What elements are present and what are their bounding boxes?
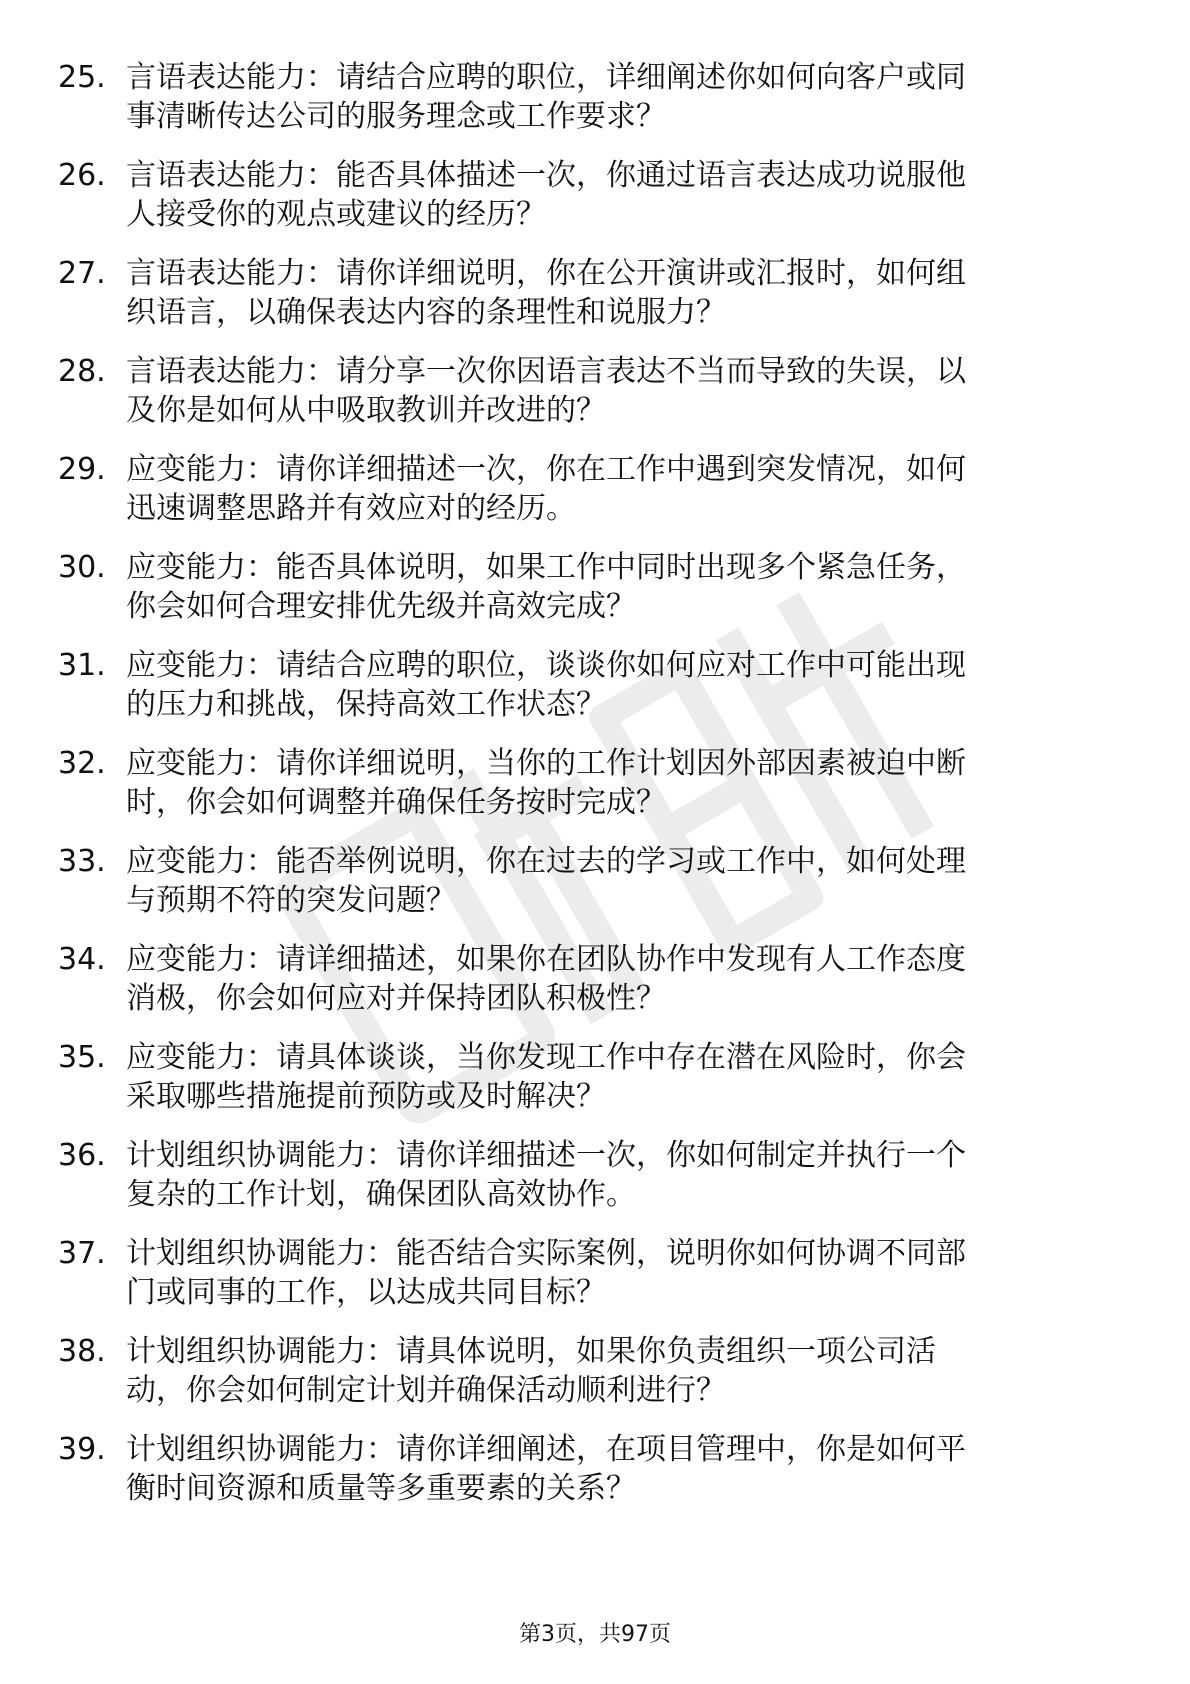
question-number: 36. [58, 1138, 106, 1173]
question-text: 计划组织协调能力：请你详细阐述，在项目管理中，你是如何平 衡时间资源和质量等多重要素的关系？ [126, 1432, 966, 1506]
question-item [58, 646, 1118, 725]
question-item [58, 156, 1118, 235]
question-number: 27. [58, 256, 106, 291]
question-text: 应变能力：能否具体说明，如果工作中同时出现多个紧急任务， 你会如何合理安排优先级并高效完成？ [126, 550, 966, 624]
question-item [58, 1038, 1118, 1117]
question-item [58, 548, 1118, 627]
question-text: 言语表达能力：能否具体描述一次，你通过语言表达成功说服他 人接受你的观点或建议的经历？ [126, 158, 966, 232]
question-text: 言语表达能力：请结合应聘的职位，详细阐述你如何向客户或同 事清晰传达公司的服务理念或工作要求？ [126, 60, 966, 134]
question-number: 35. [58, 1040, 106, 1075]
question-text: 应变能力：请你详细说明，当你的工作计划因外部因素被迫中断 时，你会如何调整并确保任务按时完成？ [126, 746, 966, 820]
question-item [58, 352, 1118, 431]
question-number: 32. [58, 746, 106, 781]
question-number: 30. [58, 550, 106, 585]
question-number: 33. [58, 844, 106, 879]
question-number: 31. [58, 648, 106, 683]
question-number: 28. [58, 354, 106, 389]
question-number: 29. [58, 452, 106, 487]
question-list [58, 58, 1118, 1528]
page-number-label: 第3页，共97页 [519, 1622, 671, 1647]
question-item [58, 58, 1118, 137]
question-number: 38. [58, 1334, 106, 1369]
question-text: 计划组织协调能力：请具体说明，如果你负责组织一项公司活 动，你会如何制定计划并确保活动顺利进行？ [126, 1334, 936, 1408]
question-text: 言语表达能力：请你详细说明，你在公开演讲或汇报时，如何组 织语言，以确保表达内容的条理性和说服力？ [126, 256, 966, 330]
question-text: 应变能力：能否举例说明，你在过去的学习或工作中，如何处理 与预期不符的突发问题？ [126, 844, 966, 918]
question-item [58, 744, 1118, 823]
question-number: 25. [58, 60, 106, 95]
question-item [58, 1332, 1118, 1411]
question-number: 37. [58, 1236, 106, 1271]
question-item [58, 1430, 1118, 1509]
question-text: 言语表达能力：请分享一次你因语言表达不当而导致的失误，以 及你是如何从中吸取教训并改进的？ [126, 354, 966, 428]
question-item [58, 254, 1118, 333]
question-text: 计划组织协调能力：请你详细描述一次，你如何制定并执行一个 复杂的工作计划，确保团队高效协作。 [126, 1138, 966, 1212]
question-number: 26. [58, 158, 106, 193]
question-item [58, 1234, 1118, 1313]
question-text: 计划组织协调能力：能否结合实际案例，说明你如何协调不同部 门或同事的工作，以达成共同目标？ [126, 1236, 966, 1310]
question-item [58, 1136, 1118, 1215]
question-number: 34. [58, 942, 106, 977]
question-text: 应变能力：请结合应聘的职位，谈谈你如何应对工作中可能出现 的压力和挑战，保持高效工作状态？ [126, 648, 966, 722]
question-item [58, 450, 1118, 529]
question-text: 应变能力：请详细描述，如果你在团队协作中发现有人工作态度 消极，你会如何应对并保持团队积极性？ [126, 942, 966, 1016]
question-item [58, 842, 1118, 921]
question-item [58, 940, 1118, 1019]
question-number: 39. [58, 1432, 106, 1467]
page-footer [0, 1621, 1190, 1649]
question-text: 应变能力：请你详细描述一次，你在工作中遇到突发情况，如何 迅速调整思路并有效应对的经历。 [126, 452, 966, 526]
question-text: 应变能力：请具体谈谈，当你发现工作中存在潜在风险时，你会 采取哪些措施提前预防或及时解决？ [126, 1040, 966, 1114]
